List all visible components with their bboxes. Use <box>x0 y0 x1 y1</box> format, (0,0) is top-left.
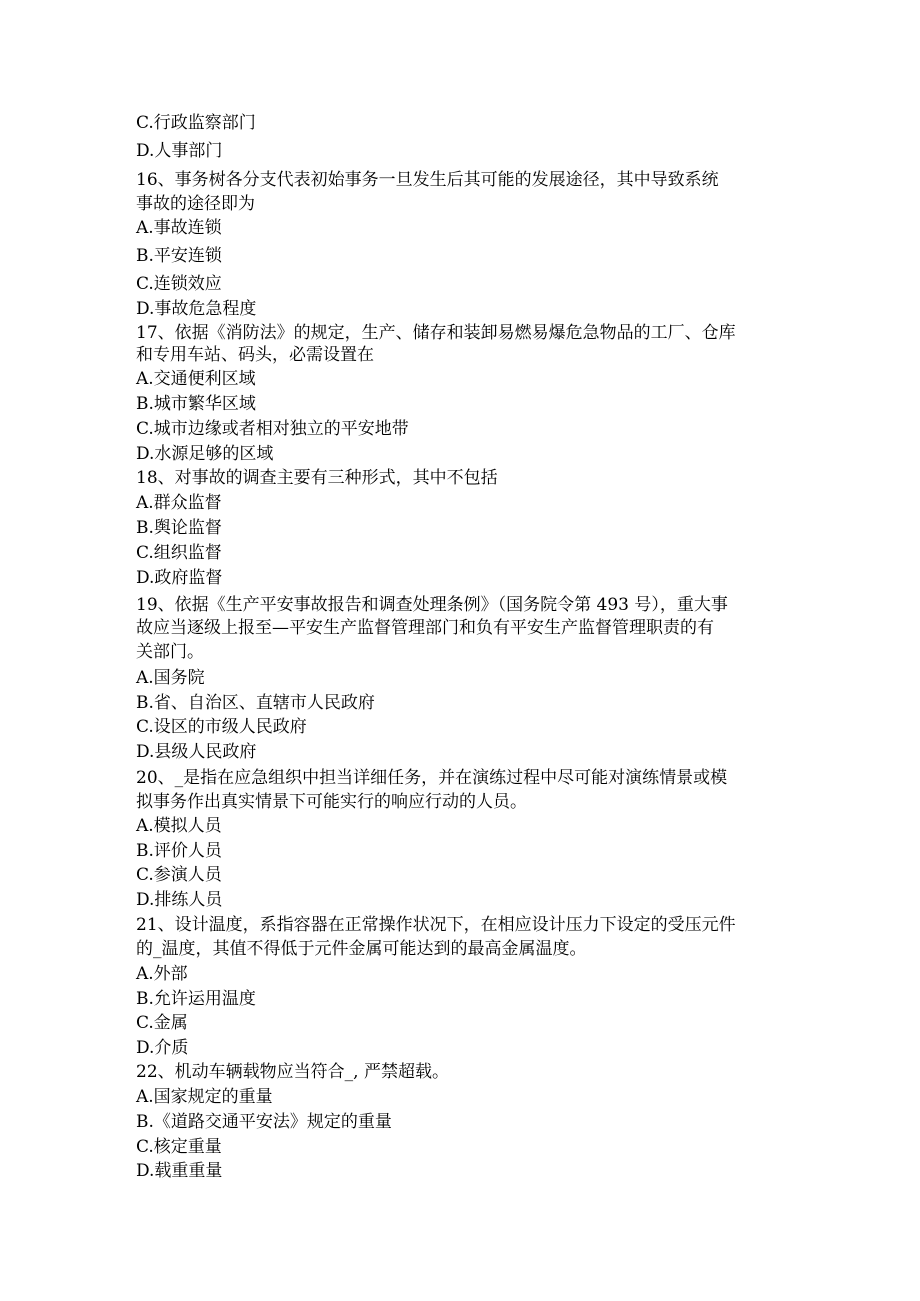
question-line: 17、依据《消防法》的规定，生产、储存和装卸易燃易爆危急物品的工厂、仓库 <box>136 323 736 343</box>
option-line: D.政府监督 <box>136 568 223 588</box>
option-line: C.金属 <box>136 1013 188 1033</box>
option-line: D.介质 <box>136 1038 189 1058</box>
option-line: B.平安连锁 <box>136 246 222 266</box>
option-line: B.评价人员 <box>136 841 222 861</box>
option-line: B.省、自治区、直辖市人民政府 <box>136 693 375 713</box>
question-line: 故应当逐级上报至—平安生产监督管理部门和负有平安生产监督管理职责的有 <box>136 618 714 638</box>
option-line: C.参演人员 <box>136 865 222 885</box>
question-line: 21、设计温度，系指容器在正常操作状况下，在相应设计压力下设定的受压元件 <box>136 915 736 935</box>
option-line: D.县级人民政府 <box>136 742 257 762</box>
question-line: 16、事务树各分支代表初始事务一旦发生后其可能的发展途径，其中导致系统 <box>136 170 719 190</box>
option-line: A.国家规定的重量 <box>136 1087 273 1107</box>
option-line: D.水源足够的区域 <box>136 444 274 464</box>
option-line: A.外部 <box>136 964 188 984</box>
option-line: C.行政监察部门 <box>136 113 256 133</box>
option-line: B.城市繁华区域 <box>136 394 256 414</box>
option-line: C.设区的市级人民政府 <box>136 717 307 737</box>
option-line: D.排练人员 <box>136 890 223 910</box>
question-line: 关部门。 <box>136 642 204 662</box>
option-line: A.国务院 <box>136 668 205 688</box>
option-line: A.交通便利区域 <box>136 369 256 389</box>
option-line: C.连锁效应 <box>136 274 222 294</box>
option-line: B.《道路交通平安法》规定的重量 <box>136 1112 392 1132</box>
option-line: C.核定重量 <box>136 1137 222 1157</box>
question-line: 18、对事故的调查主要有三种形式，其中不包括 <box>136 468 498 488</box>
option-line: A.群众监督 <box>136 493 222 513</box>
option-line: D.事故危急程度 <box>136 299 257 319</box>
option-line: B.舆论监督 <box>136 518 222 538</box>
question-line: 拟事务作出真实情景下可能实行的响应行动的人员。 <box>136 792 527 812</box>
question-line: 22、机动车辆载物应当符合_, 严禁超载。 <box>136 1062 449 1082</box>
option-line: C.组织监督 <box>136 543 222 563</box>
option-line: C.城市边缘或者相对独立的平安地带 <box>136 419 409 439</box>
question-line: 的_温度，其值不得低于元件金属可能达到的最高金属温度。 <box>136 939 587 959</box>
question-line: 19、依据《生产平安事故报告和调查处理条例》（国务院令第 493 号），重大事 <box>136 595 728 615</box>
option-line: A.事故连锁 <box>136 218 222 238</box>
option-line: A.模拟人员 <box>136 816 222 836</box>
question-line: 事故的途径即为 <box>136 194 255 214</box>
option-line: D.载重重量 <box>136 1161 223 1181</box>
question-line: 20、_是指在应急组织中担当详细任务，并在演练过程中尽可能对演练情景或模 <box>136 768 728 788</box>
option-line: D.人事部门 <box>136 141 223 161</box>
option-line: B.允许运用温度 <box>136 989 256 1009</box>
question-line: 和专用车站、码头，必需设置在 <box>136 345 374 365</box>
